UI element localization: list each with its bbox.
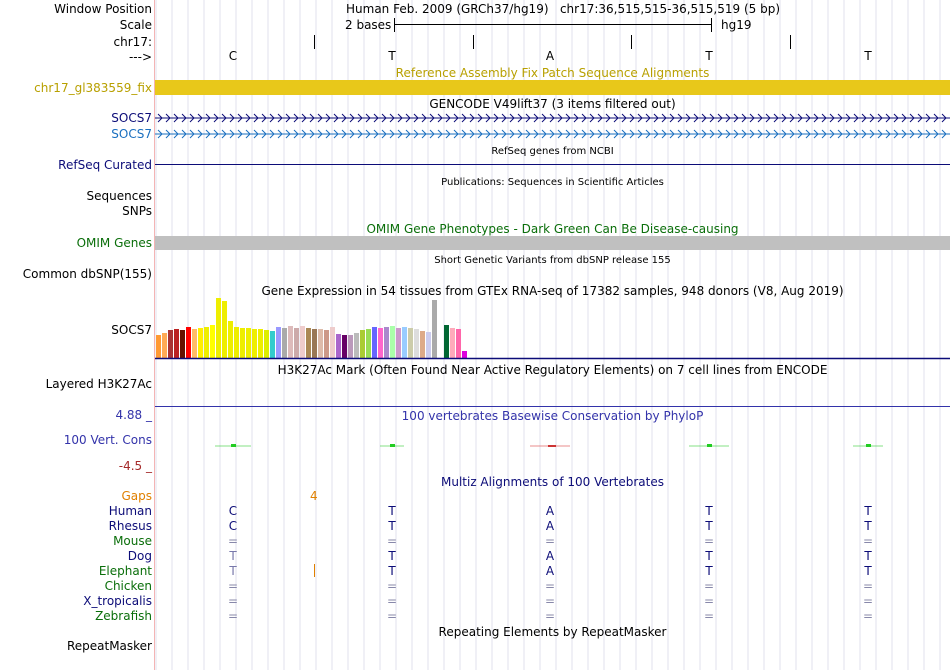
dbsnp-track-title[interactable]: Short Genetic Variants from dbSNP release 155 bbox=[434, 255, 671, 266]
aligned-base: T bbox=[388, 504, 396, 518]
species-label[interactable]: Rhesus bbox=[108, 519, 152, 533]
gtex-tissue-bar bbox=[462, 351, 467, 358]
omim-track-label[interactable]: OMIM Genes bbox=[76, 236, 152, 250]
gtex-tissue-bar bbox=[156, 335, 161, 358]
refseq-track-label[interactable]: RefSeq Curated bbox=[58, 158, 152, 172]
aligned-base: = bbox=[544, 594, 556, 608]
aligned-base: A bbox=[545, 564, 555, 578]
gtex-tissue-bar bbox=[354, 333, 359, 358]
fix-patch-alignment-bar[interactable] bbox=[155, 80, 950, 95]
aligned-base: = bbox=[862, 579, 874, 593]
fix-patch-track-label[interactable]: chr17_gl383559_fix bbox=[34, 81, 152, 95]
aligned-base: T bbox=[705, 519, 713, 533]
gtex-tissue-bar bbox=[222, 301, 227, 358]
aligned-base: = bbox=[544, 534, 556, 548]
gtex-tissue-bar bbox=[390, 326, 395, 358]
publications-snps-label[interactable]: SNPs bbox=[122, 204, 152, 218]
dbsnp-track-label[interactable]: Common dbSNP(155) bbox=[22, 267, 152, 281]
publications-track-title[interactable]: Publications: Sequences in Scientific Articles bbox=[441, 177, 664, 188]
db-text: hg19 bbox=[721, 18, 752, 32]
gtex-tissue-bar bbox=[330, 327, 335, 358]
gtex-tissue-bar bbox=[348, 335, 353, 358]
gtex-tissue-bar bbox=[252, 329, 257, 358]
gtex-tissue-bar bbox=[426, 332, 431, 358]
repeatmasker-track-title[interactable]: Repeating Elements by RepeatMasker bbox=[438, 625, 667, 639]
phylop-track-title[interactable]: 100 vertebrates Basewise Conservation by PhyloP bbox=[401, 409, 704, 423]
gtex-tissue-bar bbox=[246, 328, 251, 358]
aligned-base: = bbox=[862, 609, 874, 623]
omim-track-title[interactable]: OMIM Gene Phenotypes - Dark Green Can Be Disease-causing bbox=[366, 222, 739, 236]
gtex-tissue-bar bbox=[420, 331, 425, 358]
species-label[interactable]: Elephant bbox=[98, 564, 152, 578]
gtex-tissue-bar bbox=[168, 330, 173, 358]
gtex-tissue-bar bbox=[384, 327, 389, 358]
scale-bar bbox=[394, 24, 712, 25]
species-label[interactable]: Chicken bbox=[104, 579, 152, 593]
aligned-base: = bbox=[386, 609, 398, 623]
gtex-tissue-bar bbox=[276, 327, 281, 358]
gtex-tissue-bar bbox=[432, 300, 437, 358]
gtex-tissue-bar bbox=[456, 329, 461, 358]
gtex-tissue-bar bbox=[444, 325, 449, 358]
gtex-tissue-bar bbox=[174, 329, 179, 358]
aligned-base: = bbox=[544, 579, 556, 593]
gtex-tissue-bar bbox=[312, 329, 317, 358]
aligned-base: = bbox=[703, 594, 715, 608]
aligned-base: T bbox=[864, 504, 872, 518]
gencode-track-title[interactable]: GENCODE V49lift37 (3 items filtered out) bbox=[429, 97, 676, 111]
reference-base: A bbox=[545, 49, 555, 63]
phylop-max-line bbox=[155, 406, 950, 407]
aligned-base: = bbox=[862, 594, 874, 608]
phylop-max-value: 4.88 _ bbox=[115, 408, 152, 422]
gtex-tissue-bar bbox=[402, 327, 407, 358]
gtex-tissue-bar bbox=[228, 321, 233, 358]
gtex-expression-chart[interactable] bbox=[155, 298, 950, 360]
gtex-tissue-bar bbox=[342, 335, 347, 358]
gtex-gene-label[interactable]: SOCS7 bbox=[111, 323, 152, 337]
aligned-base: = bbox=[227, 534, 239, 548]
gtex-tissue-bar bbox=[270, 331, 275, 358]
assembly-position-text: Human Feb. 2009 (GRCh37/hg19) chr17:36,515,515-36,515,519 (5 bp) bbox=[346, 2, 781, 16]
gtex-tissue-bar bbox=[318, 329, 323, 358]
gtex-tissue-bar bbox=[192, 329, 197, 358]
gtex-tissue-bar bbox=[216, 298, 221, 358]
gtex-tissue-bar bbox=[282, 328, 287, 358]
gtex-tissue-bar bbox=[234, 327, 239, 358]
scale-label: Scale bbox=[119, 18, 152, 32]
phylop-score-mark bbox=[548, 445, 556, 447]
aligned-base: T bbox=[864, 564, 872, 578]
aligned-base: T bbox=[705, 504, 713, 518]
gtex-tissue-bar bbox=[396, 328, 401, 358]
aligned-base: = bbox=[703, 579, 715, 593]
species-label[interactable]: Human bbox=[108, 504, 152, 518]
aligned-base: = bbox=[227, 609, 239, 623]
phylop-score-mark bbox=[231, 444, 236, 447]
ruler-tick bbox=[631, 35, 632, 49]
aligned-base: T bbox=[229, 549, 237, 563]
gtex-tissue-bar bbox=[162, 333, 167, 358]
aligned-base: = bbox=[703, 534, 715, 548]
aligned-base: T bbox=[864, 549, 872, 563]
gtex-tissue-bar bbox=[378, 328, 383, 358]
aligned-base: T bbox=[229, 564, 237, 578]
scale-bar-right-end bbox=[711, 18, 712, 32]
window-position-label: Window Position bbox=[54, 2, 152, 16]
gtex-tissue-bar bbox=[180, 330, 185, 358]
gtex-tissue-bar bbox=[360, 330, 365, 358]
aligned-base: = bbox=[386, 534, 398, 548]
aligned-base: T bbox=[388, 549, 396, 563]
h3k27ac-track-title[interactable]: H3K27Ac Mark (Often Found Near Active Regulatory Elements) on 7 cell lines from ENCODE bbox=[277, 363, 828, 377]
aligned-base: = bbox=[703, 609, 715, 623]
aligned-base: = bbox=[227, 579, 239, 593]
reference-base: T bbox=[705, 49, 713, 63]
omim-phenotype-bar[interactable] bbox=[155, 236, 950, 250]
reference-base: T bbox=[864, 49, 872, 63]
gencode-transcript-line[interactable] bbox=[155, 112, 950, 124]
phylop-score-mark bbox=[707, 444, 712, 447]
aligned-base: T bbox=[705, 549, 713, 563]
gtex-tissue-bar bbox=[258, 329, 263, 358]
species-label[interactable]: Dog bbox=[127, 549, 152, 563]
gtex-tissue-bar bbox=[300, 326, 305, 358]
gtex-tissue-bar bbox=[408, 328, 413, 358]
gtex-tissue-bar bbox=[366, 329, 371, 358]
gtex-tissue-bar bbox=[198, 328, 203, 358]
gtex-tissue-bar bbox=[210, 325, 215, 358]
elephant-gap-marker bbox=[314, 564, 315, 577]
gtex-tissue-bar bbox=[324, 330, 329, 358]
aligned-base: T bbox=[705, 564, 713, 578]
phylop-score-mark bbox=[866, 444, 871, 447]
reference-base: C bbox=[228, 49, 238, 63]
gencode-item-label[interactable]: SOCS7 bbox=[111, 127, 152, 141]
aligned-base: = bbox=[386, 594, 398, 608]
gencode-transcript-line[interactable] bbox=[155, 128, 950, 140]
scale-bar-left-end bbox=[394, 18, 395, 32]
aligned-base: C bbox=[228, 504, 238, 518]
gencode-item-label[interactable]: SOCS7 bbox=[111, 111, 152, 125]
strand-arrow-label: ---> bbox=[128, 50, 152, 64]
aligned-base: = bbox=[386, 579, 398, 593]
aligned-base: = bbox=[227, 594, 239, 608]
gtex-tissue-bar bbox=[372, 327, 377, 358]
ruler-tick bbox=[314, 35, 315, 49]
aligned-base: A bbox=[545, 549, 555, 563]
aligned-base: T bbox=[388, 564, 396, 578]
gtex-tissue-bar bbox=[336, 334, 341, 358]
fix-patch-track-title[interactable]: Reference Assembly Fix Patch Sequence Alignments bbox=[395, 66, 710, 80]
aligned-base: T bbox=[388, 519, 396, 533]
gtex-tissue-bar bbox=[204, 327, 209, 358]
scale-text: 2 bases bbox=[345, 18, 392, 32]
species-label[interactable]: Mouse bbox=[113, 534, 152, 548]
species-label[interactable]: X_tropicalis bbox=[83, 594, 152, 608]
aligned-base: T bbox=[864, 519, 872, 533]
species-label[interactable]: Zebrafish bbox=[95, 609, 152, 623]
phylop-score-mark bbox=[390, 444, 395, 447]
gtex-tissue-bar bbox=[306, 328, 311, 358]
refseq-track-title[interactable]: RefSeq genes from NCBI bbox=[491, 146, 614, 157]
gtex-tissue-bar bbox=[240, 328, 245, 358]
gtex-tissue-bar bbox=[414, 329, 419, 358]
aligned-base: = bbox=[544, 609, 556, 623]
reference-base: T bbox=[388, 49, 396, 63]
gtex-track-title[interactable]: Gene Expression in 54 tissues from GTEx RNA-seq of 17382 samples, 948 donors (V8, Aug 2019) bbox=[261, 284, 844, 298]
gtex-tissue-bar bbox=[264, 330, 269, 358]
publications-sequences-label[interactable]: Sequences bbox=[86, 189, 152, 203]
multiz-gaps-count: 4 bbox=[310, 489, 318, 503]
phylop-conservation-plot[interactable] bbox=[155, 436, 950, 456]
aligned-base: C bbox=[228, 519, 238, 533]
aligned-base: = bbox=[862, 534, 874, 548]
refseq-gene-line[interactable] bbox=[155, 164, 950, 165]
repeatmasker-track-label[interactable]: RepeatMasker bbox=[66, 639, 152, 653]
gtex-tissue-bar bbox=[438, 340, 443, 358]
gtex-tissue-bar bbox=[294, 328, 299, 358]
h3k27ac-track-label[interactable]: Layered H3K27Ac bbox=[45, 377, 152, 391]
phylop-min-value: -4.5 _ bbox=[118, 459, 152, 473]
chromosome-label: chr17: bbox=[113, 35, 152, 49]
multiz-track-title[interactable]: Multiz Alignments of 100 Vertebrates bbox=[440, 475, 665, 489]
multiz-gaps-label[interactable]: Gaps bbox=[121, 489, 152, 503]
ruler-tick bbox=[473, 35, 474, 49]
aligned-base: A bbox=[545, 504, 555, 518]
gtex-tissue-bar bbox=[450, 328, 455, 358]
gtex-tissue-bar bbox=[186, 327, 191, 358]
ruler-tick bbox=[790, 35, 791, 49]
gtex-tissue-bar bbox=[288, 326, 293, 358]
aligned-base: A bbox=[545, 519, 555, 533]
phylop-track-label[interactable]: 100 Vert. Cons bbox=[63, 433, 152, 447]
